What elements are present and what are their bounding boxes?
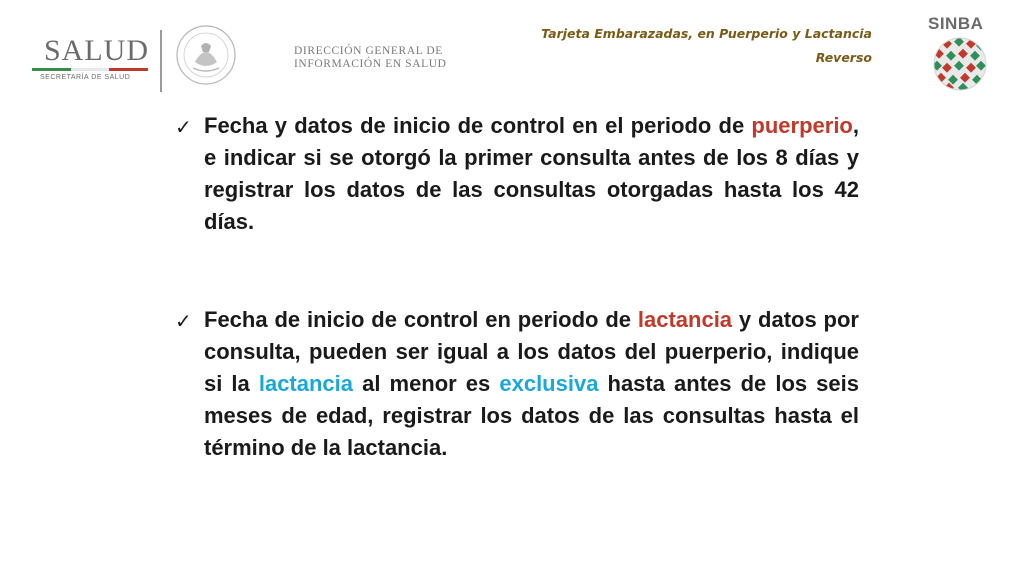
bullet-2-highlight-lactancia-2: lactancia — [258, 371, 354, 396]
sinba-globe-icon — [932, 36, 988, 92]
sinba-logo — [924, 14, 996, 96]
bullet-1-text-b: , e indicar si se otorgó la primer consulta antes de los 8 días y registrar los datos de las consultas otorgadas hasta los 42 días. — [204, 113, 859, 234]
header — [0, 0, 1024, 100]
bullet-2-highlight-lactancia: lactancia — [637, 307, 733, 332]
salud-logo — [30, 34, 150, 84]
bullet-2-highlight-exclusiva: exclusiva — [499, 371, 599, 396]
card-title — [541, 22, 872, 70]
salud-logo-word: SALUD — [44, 34, 150, 67]
bullet-2-text-a: Fecha de inicio de control en periodo de — [204, 307, 638, 332]
check-icon: ✓ — [175, 309, 192, 333]
header-divider — [160, 30, 162, 92]
bullet-1-text-a: Fecha y datos de inicio de control en el periodo de — [204, 113, 752, 138]
dgis-line-1: DIRECCIÓN GENERAL DE — [294, 45, 443, 57]
bullet-2-text-d: hasta antes de los seis meses de edad, registrar los datos de las consultas hasta el término de la lactancia. — [204, 371, 860, 460]
card-title-line-1: Tarjeta Embarazadas, en Puerperio y Lactancia — [541, 26, 872, 41]
slide-content — [175, 110, 859, 464]
dgis-line-2: INFORMACIÓN EN SALUD — [294, 58, 447, 70]
bullet-puerperio — [175, 110, 859, 238]
bullet-lactancia — [175, 304, 859, 464]
salud-logo-subtitle: SECRETARÍA DE SALUD — [40, 74, 131, 81]
mexico-seal-icon — [175, 24, 237, 86]
salud-flag-stripe — [32, 68, 148, 71]
check-icon: ✓ — [175, 115, 192, 139]
bullet-1-highlight-puerperio: puerperio — [751, 113, 853, 138]
dgis-label — [294, 45, 447, 71]
sinba-logo-word: SINBA — [928, 14, 984, 33]
bullet-2-text-c: al menor es — [353, 371, 500, 396]
bullet-2-text-b: y datos por consulta, pueden ser igual a los datos del puerperio, indique si la — [204, 307, 859, 396]
card-title-line-2: Reverso — [815, 50, 872, 65]
